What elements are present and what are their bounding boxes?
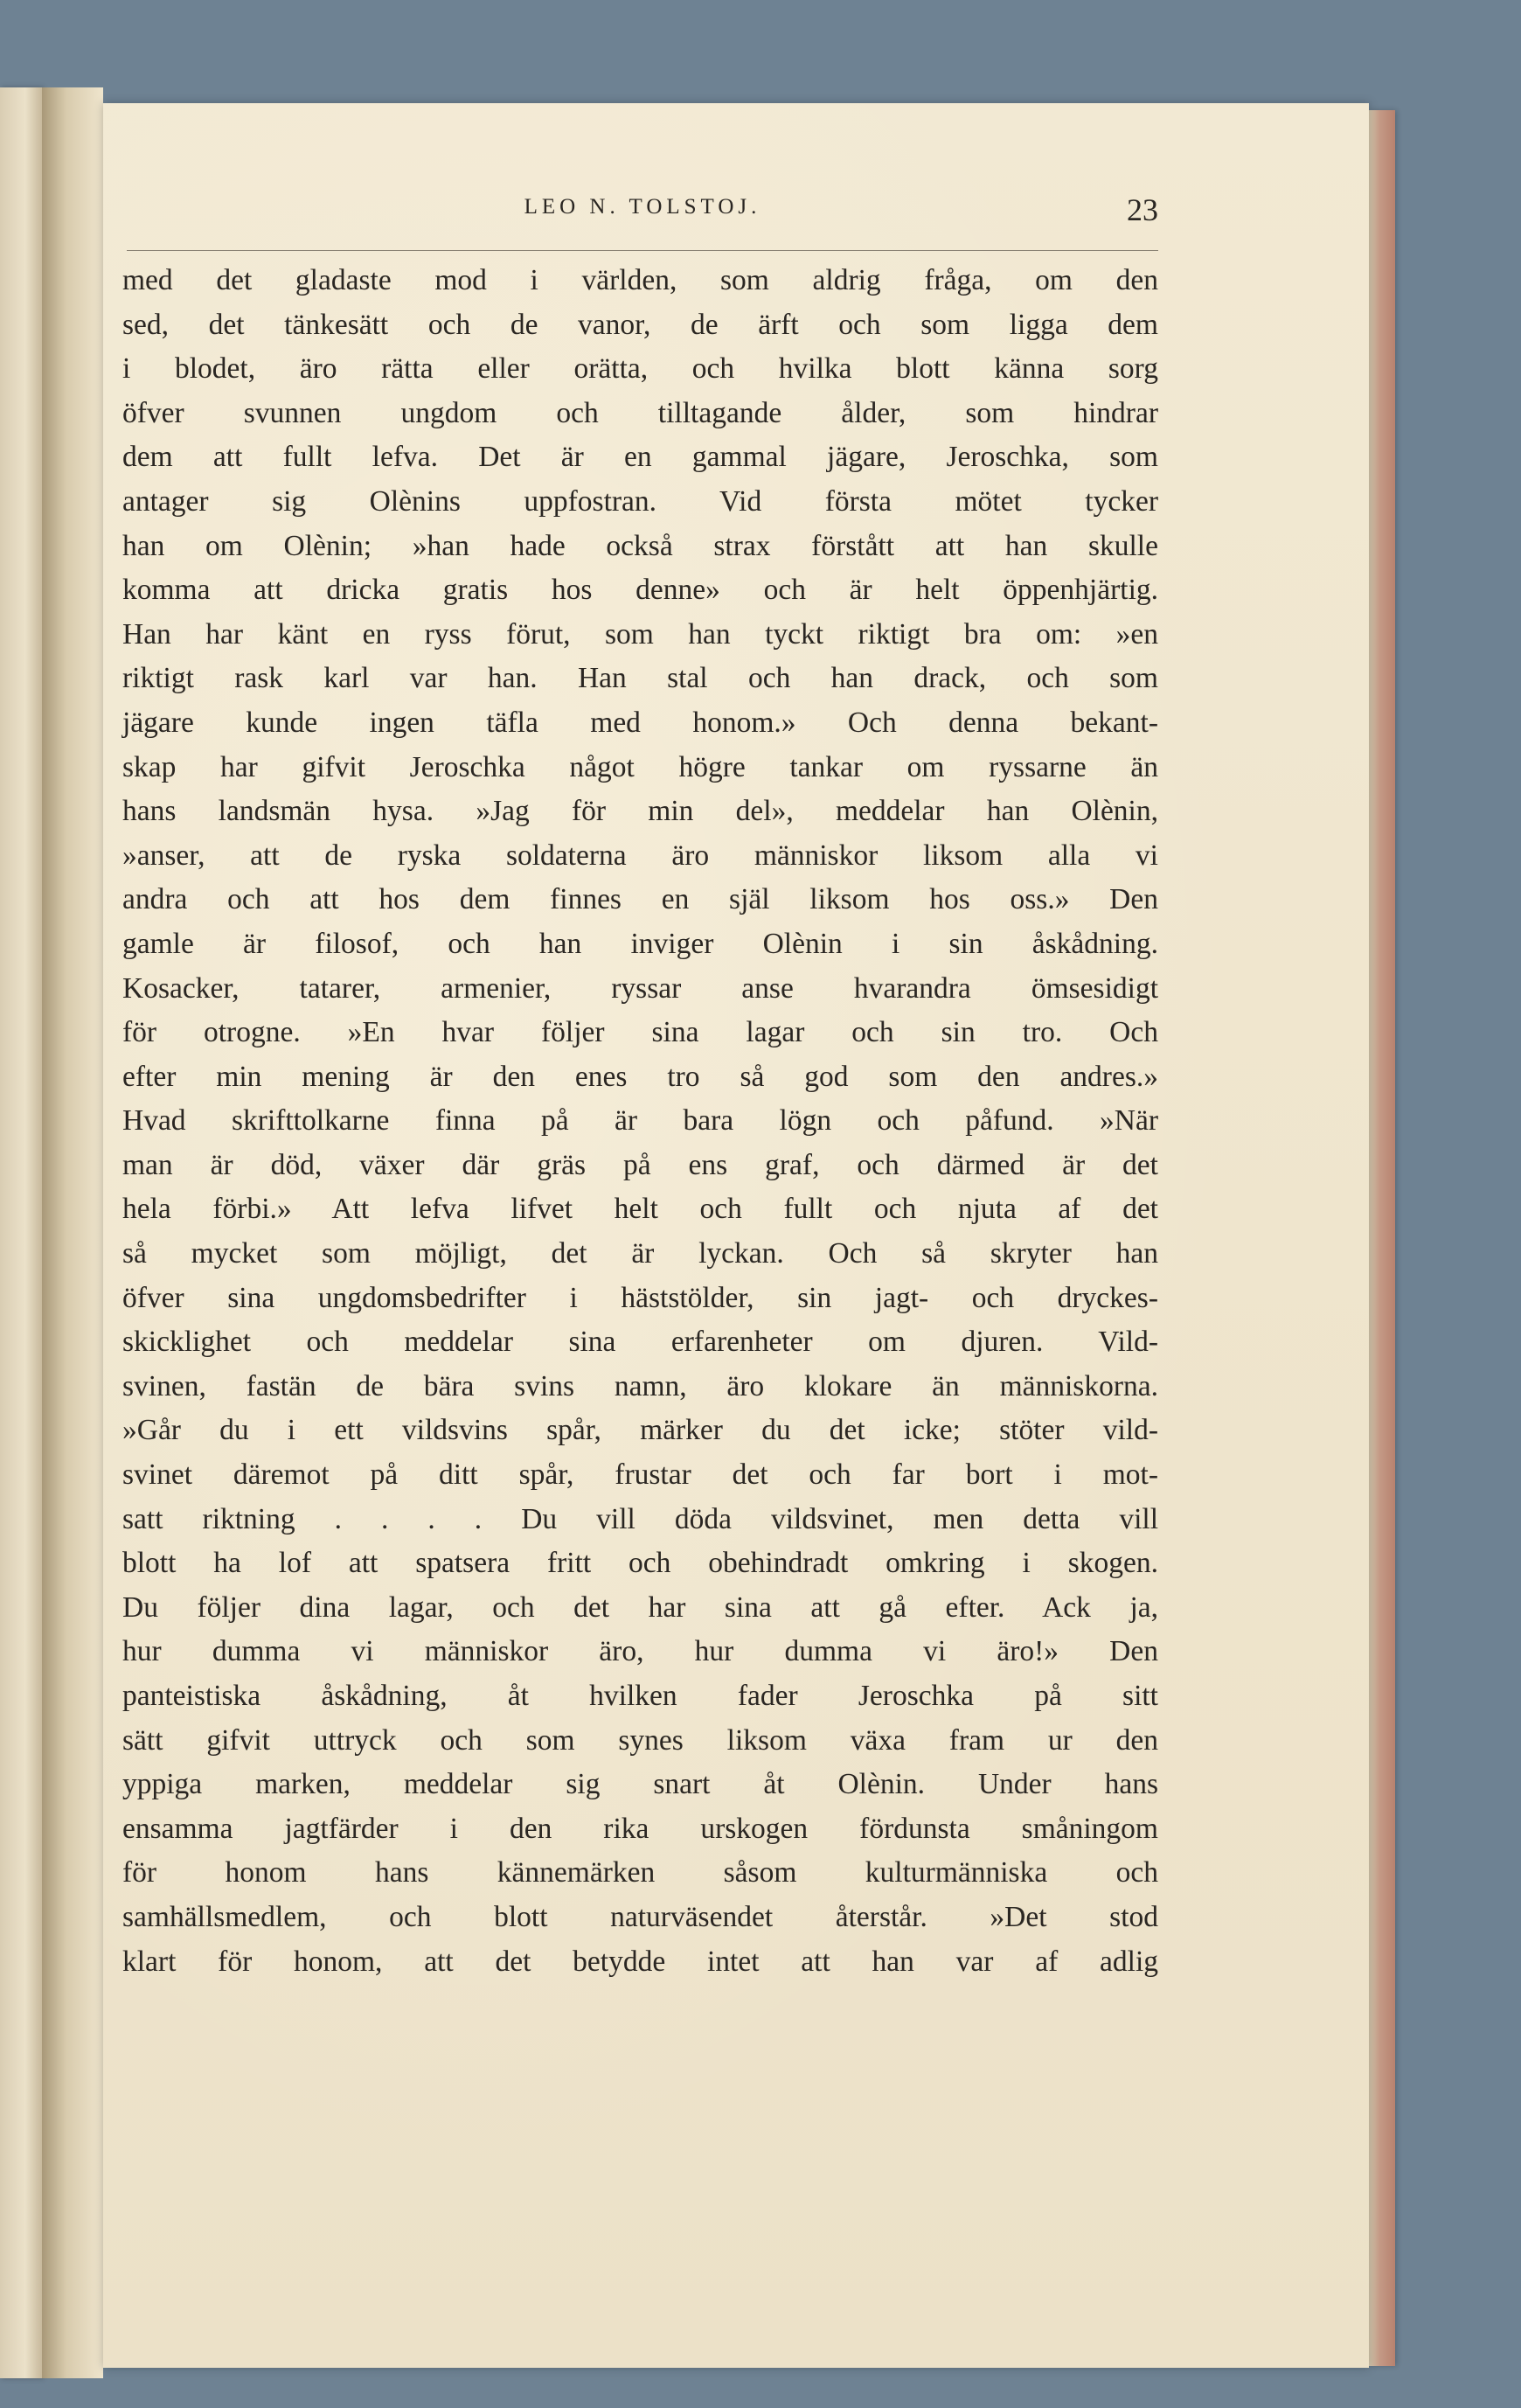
- text-line: antager sig Olènins uppfostran. Vid första mötet tycker: [122, 484, 1158, 518]
- text-line: andra och att hos dem finnes en själ liksom hos oss.» Den: [122, 883, 1158, 916]
- page-number: 23: [1127, 192, 1158, 227]
- text-line: samhällsmedlem, och blott naturväsendet återstår. »Det stod: [122, 1900, 1158, 1933]
- text-line: hur dumma vi människor äro, hur dumma vi äro!» Den: [122, 1635, 1158, 1668]
- text-line: satt riktning . . . . Du vill döda vildsvinet, men detta vill: [122, 1502, 1158, 1535]
- text-line: för otrogne. »En hvar följer sina lagar och sin tro. Och: [122, 1016, 1158, 1049]
- text-line: jägare kunde ingen täfla med honom.» Och denna bekant-: [122, 706, 1158, 739]
- text-line: sätt gifvit uttryck och som synes liksom växa fram ur den: [122, 1723, 1158, 1757]
- body-text: [122, 259, 1158, 1984]
- header-rule: [127, 250, 1158, 251]
- text-line: för honom hans kännemärken såsom kulturmänniska och: [122, 1856, 1158, 1890]
- text-line: hela förbi.» Att lefva lifvet helt och fullt och njuta af det: [122, 1193, 1158, 1226]
- text-line: svinen, fastän de bära svins namn, äro klokare än människorna.: [122, 1369, 1158, 1402]
- text-line: dem att fullt lefva. Det är en gammal jägare, Jeroschka, som: [122, 441, 1158, 474]
- text-line: man är död, växer där gräs på ens graf, och därmed är det: [122, 1148, 1158, 1181]
- text-line: blott ha lof att spatsera fritt och obehindradt omkring i skogen.: [122, 1547, 1158, 1580]
- text-line: »anser, att de ryska soldaterna äro människor liksom alla vi: [122, 839, 1158, 872]
- text-line: öfver svunnen ungdom och tilltagande ålder, som hindrar: [122, 396, 1158, 429]
- book-gutter: [42, 87, 103, 2378]
- text-line: yppiga marken, meddelar sig snart åt Olènin. Under hans: [122, 1768, 1158, 1801]
- text-line: ensamma jagtfärder i den rika urskogen fördunsta småningom: [122, 1812, 1158, 1845]
- text-line: komma att dricka gratis hos denne» och är helt öppenhjärtig.: [122, 574, 1158, 607]
- text-line: panteistiska åskådning, åt hvilken fader Jeroschka på sitt: [122, 1680, 1158, 1712]
- text-line: med det gladaste mod i världen, som aldrig fråga, om den: [122, 264, 1158, 296]
- text-line: svinet däremot på ditt spår, frustar det och far bort i mot-: [122, 1458, 1158, 1492]
- text-line: skap har gifvit Jeroschka något högre tankar om ryssarne än: [122, 750, 1158, 783]
- text-line: han om Olènin; »han hade också strax förstått att han skulle: [122, 529, 1158, 562]
- text-line: Kosacker, tatarer, armenier, ryssar anse hvarandra ömsesidigt: [122, 971, 1158, 1005]
- text-line: skicklighet och meddelar sina erfarenheter om djuren. Vild-: [122, 1326, 1158, 1359]
- text-line: Du följer dina lagar, och det har sina att gå efter. Ack ja,: [122, 1590, 1158, 1624]
- text-line: »Går du i ett vildsvins spår, märker du det icke; stöter vild-: [122, 1414, 1158, 1447]
- text-line: sed, det tänkesätt och de vanor, de ärft och som ligga dem: [122, 308, 1158, 341]
- facing-page-edge: [0, 87, 42, 2378]
- text-line: hans landsmän hysa. »Jag för min del», meddelar han Olènin,: [122, 795, 1158, 828]
- text-line: efter min mening är den enes tro så god som den andres.»: [122, 1060, 1158, 1093]
- text-line: Han har känt en ryss förut, som han tyckt riktigt bra om: »en: [122, 617, 1158, 651]
- text-line: gamle är filosof, och han inviger Olènin i sin åskådning.: [122, 927, 1158, 960]
- running-title: LEO N. TOLSTOJ.: [524, 195, 761, 219]
- text-line: öfver sina ungdomsbedrifter i häststölder, sin jagt- och dryckes-: [122, 1281, 1158, 1314]
- text-line: i blodet, äro rätta eller orätta, och hvilka blott känna sorg: [122, 352, 1158, 386]
- text-line: klart för honom, att det betydde intet att han var af adlig: [122, 1945, 1158, 1978]
- text-line: riktigt rask karl var han. Han stal och han drack, och som: [122, 662, 1158, 695]
- book-cover-edge: [1369, 110, 1395, 2366]
- running-head: [127, 188, 1158, 240]
- text-line: så mycket som möjligt, det är lyckan. Och så skryter han: [122, 1237, 1158, 1270]
- text-line: Hvad skrifttolkarne finna på är bara lögn och påfund. »När: [122, 1104, 1158, 1138]
